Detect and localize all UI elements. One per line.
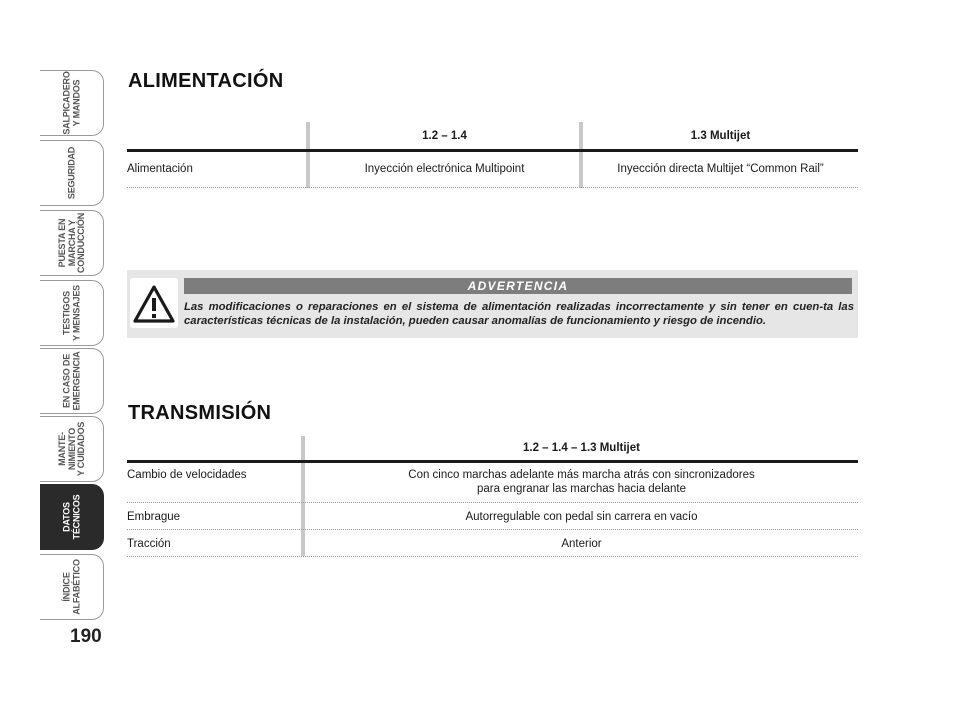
tab-datos-tecnicos[interactable]: DATOS TÉCNICOS: [40, 484, 104, 550]
tab-indice[interactable]: ÍNDICE ALFABÉTICO: [40, 554, 104, 620]
table-header: 1.2 – 1.4: [422, 130, 467, 142]
table-header: 1.3 Multijet: [690, 130, 751, 142]
row-value: Con cinco marchas adelante más marcha atrás con sincronizadores: [408, 469, 755, 481]
section-title-alimentacion: ALIMENTACIÓN: [128, 70, 284, 92]
warning-text: Las modificaciones o reparaciones en el sistema de alimentación realizadas incorrectamente y sin tener en cuen-ta las características técnicas de la instalación, pueden causar anomalías de funcionamiento y riesgo de incendio.: [184, 301, 854, 327]
row-label: Cambio de velocidades: [127, 469, 247, 481]
row-rule: [127, 556, 858, 557]
tab-seguridad[interactable]: SEGURIDAD: [40, 140, 104, 206]
section-title-transmision: TRANSMISIÓN: [128, 402, 272, 424]
row-rule: [127, 502, 858, 503]
warning-title: ADVERTENCIA: [184, 278, 852, 294]
row-value-continued: para engranar las marchas hacia delante: [476, 483, 687, 495]
warning-triangle-icon: [130, 278, 178, 328]
tab-salpicadero[interactable]: SALPICADERO Y MANDOS: [40, 70, 104, 136]
header-rule: [127, 149, 858, 152]
tab-puesta-en-marcha[interactable]: PUESTA EN MARCHA Y CONDUCCIÓN: [40, 210, 104, 276]
row-value: Autorregulable con pedal sin carrera en vacío: [465, 511, 698, 523]
tab-emergencia[interactable]: EN CASO DE EMERGENCIA: [40, 348, 104, 414]
row-value: Inyección electrónica Multipoint: [364, 163, 525, 175]
tab-mantenimiento[interactable]: MANTE- NIMIENTO Y CUIDADOS: [40, 416, 104, 482]
tab-testigos[interactable]: TESTIGOS Y MENSAJES: [40, 280, 104, 346]
row-rule: [127, 529, 858, 530]
table-alimentacion: [127, 122, 858, 190]
header-rule: [127, 460, 858, 463]
row-label: Embrague: [127, 511, 181, 523]
row-value: Inyección directa Multijet “Common Rail”: [617, 163, 824, 175]
table-transmision: [127, 436, 858, 560]
page-number: 190: [70, 626, 102, 647]
row-rule: [127, 187, 858, 188]
row-label: Alimentación: [127, 163, 193, 175]
table-header: 1.2 – 1.4 – 1.3 Multijet: [523, 442, 640, 454]
row-value: Anterior: [561, 538, 602, 550]
row-label: Tracción: [127, 538, 171, 550]
warning-box: [127, 270, 858, 338]
